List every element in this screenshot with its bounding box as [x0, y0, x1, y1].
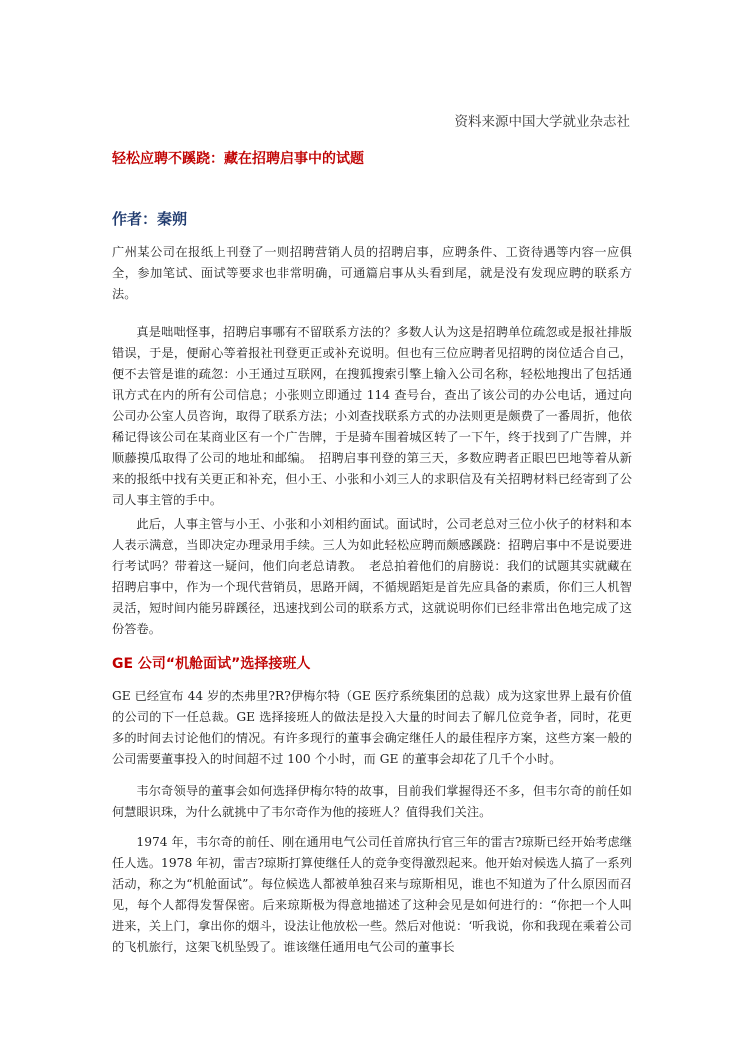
author-line: 作者：秦朔	[112, 210, 188, 228]
paragraph-body: 真是咄咄怪事，招聘启事哪有不留联系方法的？多数人认为这是招聘单位疏忽或是报社排版错误，于是，便耐心等着报社刊登更正或补充说明。但也有三位应聘者见招聘的岗位适合自己，便不去管是谁的疏忽：小王通过互联网，在搜狐搜索引擎上输入公司名称，轻松地搜出了包括通讯方式在内的所有公司信息；小张则立即通过 114 查号台，查出了该公司的办公电话，通过向公司办公室人员咨询，取得了联系方法；小刘查找联系方式的办法则更是颇费了一番周折，他依稀记得该公司在某商业区有一个广告牌，于是骑车围着城区转了一下午，终于找到了广告牌，并顺藤摸瓜取得了公司的地址和邮编。 招聘启事刊登的第三天，多数应聘者正眼巴巴地等着从新来的报纸中找有关更正和补充，但小王、小张和小刘三人的求职信及有关招聘材料已经寄到了公司人事主管的手中。	[112, 325, 632, 507]
article-title: 轻松应聘不蹊跷：藏在招聘启事中的试题	[112, 151, 364, 167]
section-heading: GE 公司“机舱面试”选择接班人	[112, 656, 311, 672]
paragraph-intro: 广州某公司在报纸上刊登了一则招聘营销人员的招聘启事，应聘条件、工资待遇等内容一应俱全，参加笔试、面试等要求也非常明确，可通篇启事从头看到尾，就是没有发现应聘的联系方法。	[112, 245, 632, 301]
paragraph-body: 1974 年，韦尔奇的前任、刚在通用电气公司任首席执行官三年的雷吉?琼斯已经开始考虑继任人选。1978 年初，雷吉?琼斯打算使继任人的竞争变得激烈起来。他开始对候选人搞了一系列活动，称之为“机舱面试”。每位候选人都被单独召来与琼斯相见，谁也不知道为了什么原因而召见，每个人都得发誓保密。后来琼斯极为得意地描述了这种会见是如何进行的：“你把一个人叫进来，关上门，拿出你的烟斗，设法让他放松一些。然后对他说：‘听我说，你和我现在乘着公司的飞机旅行，这架飞机坠毁了。谁该继任通用电气公司的董事长	[112, 835, 632, 954]
source-note: 资料来源中国大学就业杂志社	[454, 114, 630, 130]
paragraph-body: 韦尔奇领导的董事会如何选择伊梅尔特的故事，目前我们掌握得还不多，但韦尔奇的前任如何慧眼识珠，为什么就挑中了韦尔奇作为他的接班人？值得我们关注。	[112, 784, 632, 819]
paragraph-body: GE 已经宣布 44 岁的杰弗里?R?伊梅尔特（GE 医疗系统集团的总裁）成为这家世界上最有价值的公司的下一任总裁。GE 选择接班人的做法是投入大量的时间去了解几位竞争者，同时，花更多的时间去讨论他们的情况。有许多现行的董事会确定继任人的最佳程序方案，这些方案一般的公司需要董事投入的时间超不过 100 个小时，而 GE 的董事会却花了几千个小时。	[112, 689, 632, 766]
paragraph-body: 此后，人事主管与小王、小张和小刘相约面试。面试时，公司老总对三位小伙子的材料和本人表示满意，当即决定办理录用手续。三人为如此轻松应聘而颇感蹊跷：招聘启事中不是说要进行考试吗？带着这一疑问，他们向老总请教。 老总拍着他们的肩膀说：我们的试题其实就藏在招聘启事中，作为一个现代营销员，思路开阔，不循规蹈矩是首先应具备的素质，你们三人机智灵活，短时间内能另辟蹊径，迅速找到公司的联系方式，这就说明你们已经非常出色地完成了这份答卷。	[112, 517, 632, 636]
